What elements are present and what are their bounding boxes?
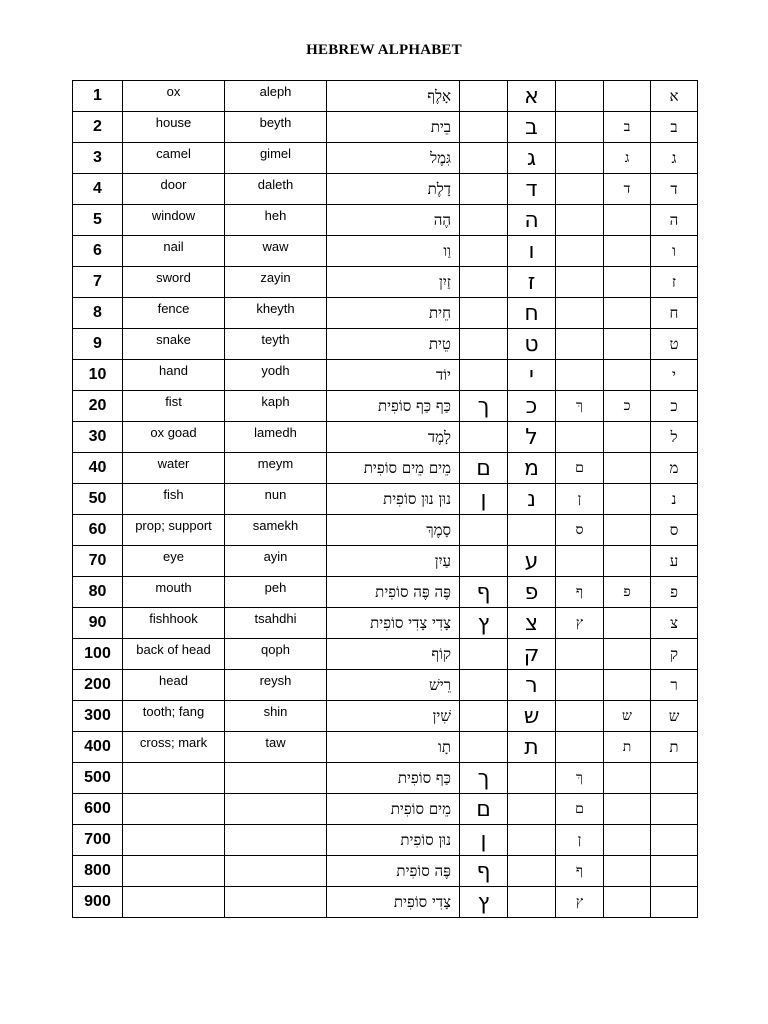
- cursive-letter-cell: [604, 267, 651, 298]
- cursive-final-cell: ץ: [556, 608, 604, 639]
- serif-letter-cell: ח: [651, 298, 698, 329]
- meaning-cell: ox goad: [123, 422, 225, 453]
- final-form-cell: [460, 329, 508, 360]
- number-cell: 100: [73, 639, 123, 670]
- serif-letter-cell: ש: [651, 701, 698, 732]
- meaning-cell: hand: [123, 360, 225, 391]
- table-row: [73, 887, 698, 918]
- meaning-cell: [123, 856, 225, 887]
- serif-letter-cell: ז: [651, 267, 698, 298]
- transliteration-cell: taw: [225, 732, 327, 763]
- meaning-cell: window: [123, 205, 225, 236]
- serif-letter-cell: [651, 794, 698, 825]
- final-form-cell: ן: [460, 825, 508, 856]
- transliteration-cell: reysh: [225, 670, 327, 701]
- number-cell: 60: [73, 515, 123, 546]
- final-form-cell: [460, 360, 508, 391]
- cursive-letter-cell: כ: [604, 391, 651, 422]
- cursive-final-cell: [556, 732, 604, 763]
- serif-letter-cell: י: [651, 360, 698, 391]
- final-form-cell: ץ: [460, 608, 508, 639]
- block-letter-cell: [508, 763, 556, 794]
- table-row: [73, 484, 698, 515]
- meaning-cell: fist: [123, 391, 225, 422]
- hebrew-name-cell: צָדִי צָדִי סוֹפִית: [327, 608, 460, 639]
- meaning-cell: house: [123, 112, 225, 143]
- cursive-final-cell: ן: [556, 484, 604, 515]
- table-row: [73, 236, 698, 267]
- serif-letter-cell: כ: [651, 391, 698, 422]
- meaning-cell: [123, 763, 225, 794]
- serif-letter-cell: [651, 763, 698, 794]
- transliteration-cell: aleph: [225, 81, 327, 112]
- number-cell: 9: [73, 329, 123, 360]
- cursive-final-cell: [556, 422, 604, 453]
- serif-letter-cell: ה: [651, 205, 698, 236]
- table-row: [73, 298, 698, 329]
- cursive-letter-cell: [604, 887, 651, 918]
- table-row: [73, 763, 698, 794]
- meaning-cell: mouth: [123, 577, 225, 608]
- meaning-cell: prop; support: [123, 515, 225, 546]
- hebrew-name-cell: קוֹף: [327, 639, 460, 670]
- final-form-cell: ן: [460, 484, 508, 515]
- block-letter-cell: ל: [508, 422, 556, 453]
- serif-letter-cell: ד: [651, 174, 698, 205]
- meaning-cell: head: [123, 670, 225, 701]
- cursive-letter-cell: [604, 236, 651, 267]
- table-row: [73, 732, 698, 763]
- number-cell: 90: [73, 608, 123, 639]
- block-letter-cell: ז: [508, 267, 556, 298]
- number-cell: 900: [73, 887, 123, 918]
- block-letter-cell: ו: [508, 236, 556, 267]
- block-letter-cell: א: [508, 81, 556, 112]
- block-letter-cell: ח: [508, 298, 556, 329]
- serif-letter-cell: ל: [651, 422, 698, 453]
- cursive-letter-cell: [604, 670, 651, 701]
- hebrew-name-cell: צָדִי סוֹפִית: [327, 887, 460, 918]
- transliteration-cell: samekh: [225, 515, 327, 546]
- block-letter-cell: ת: [508, 732, 556, 763]
- table-row: [73, 391, 698, 422]
- hebrew-name-cell: נוּן סוֹפִית: [327, 825, 460, 856]
- meaning-cell: cross; mark: [123, 732, 225, 763]
- number-cell: 500: [73, 763, 123, 794]
- meaning-cell: fish: [123, 484, 225, 515]
- cursive-letter-cell: ג: [604, 143, 651, 174]
- final-form-cell: [460, 670, 508, 701]
- cursive-final-cell: [556, 360, 604, 391]
- hebrew-name-cell: סָמֶךְ: [327, 515, 460, 546]
- hebrew-name-cell: מֵים סוֹפִית: [327, 794, 460, 825]
- final-form-cell: [460, 236, 508, 267]
- block-letter-cell: ש: [508, 701, 556, 732]
- final-form-cell: ף: [460, 856, 508, 887]
- cursive-letter-cell: [604, 856, 651, 887]
- cursive-final-cell: [556, 639, 604, 670]
- cursive-letter-cell: [604, 422, 651, 453]
- serif-letter-cell: ב: [651, 112, 698, 143]
- number-cell: 7: [73, 267, 123, 298]
- block-letter-cell: [508, 515, 556, 546]
- cursive-final-cell: [556, 546, 604, 577]
- final-form-cell: [460, 81, 508, 112]
- cursive-final-cell: ךּ: [556, 391, 604, 422]
- serif-letter-cell: [651, 856, 698, 887]
- number-cell: 30: [73, 422, 123, 453]
- meaning-cell: fishhook: [123, 608, 225, 639]
- cursive-final-cell: [556, 174, 604, 205]
- transliteration-cell: yodh: [225, 360, 327, 391]
- hebrew-name-cell: מֵים מֵים סוֹפִית: [327, 453, 460, 484]
- final-form-cell: ך: [460, 391, 508, 422]
- cursive-letter-cell: [604, 484, 651, 515]
- cursive-letter-cell: פ: [604, 577, 651, 608]
- cursive-final-cell: ם: [556, 794, 604, 825]
- block-letter-cell: ג: [508, 143, 556, 174]
- cursive-letter-cell: ב: [604, 112, 651, 143]
- transliteration-cell: ayin: [225, 546, 327, 577]
- number-cell: 300: [73, 701, 123, 732]
- serif-letter-cell: ס: [651, 515, 698, 546]
- final-form-cell: [460, 546, 508, 577]
- hebrew-name-cell: פֶּה פֶּה סוֹפִית: [327, 577, 460, 608]
- final-form-cell: [460, 732, 508, 763]
- cursive-final-cell: ף: [556, 577, 604, 608]
- number-cell: 50: [73, 484, 123, 515]
- cursive-final-cell: [556, 81, 604, 112]
- hebrew-name-cell: רֵישׁ: [327, 670, 460, 701]
- hebrew-name-cell: שִׁין: [327, 701, 460, 732]
- cursive-letter-cell: [604, 515, 651, 546]
- serif-letter-cell: ג: [651, 143, 698, 174]
- cursive-final-cell: [556, 205, 604, 236]
- hebrew-name-cell: גִּמֶל: [327, 143, 460, 174]
- number-cell: 40: [73, 453, 123, 484]
- serif-letter-cell: [651, 825, 698, 856]
- meaning-cell: [123, 825, 225, 856]
- hebrew-name-cell: יוֹד: [327, 360, 460, 391]
- hebrew-name-cell: טֵית: [327, 329, 460, 360]
- meaning-cell: water: [123, 453, 225, 484]
- meaning-cell: snake: [123, 329, 225, 360]
- cursive-letter-cell: [604, 360, 651, 391]
- cursive-letter-cell: [604, 205, 651, 236]
- serif-letter-cell: ק: [651, 639, 698, 670]
- number-cell: 800: [73, 856, 123, 887]
- transliteration-cell: [225, 763, 327, 794]
- cursive-letter-cell: ת: [604, 732, 651, 763]
- final-form-cell: [460, 143, 508, 174]
- transliteration-cell: peh: [225, 577, 327, 608]
- transliteration-cell: kaph: [225, 391, 327, 422]
- serif-letter-cell: [651, 887, 698, 918]
- table-row: [73, 267, 698, 298]
- table-row: [73, 608, 698, 639]
- number-cell: 4: [73, 174, 123, 205]
- number-cell: 1: [73, 81, 123, 112]
- meaning-cell: door: [123, 174, 225, 205]
- table-row: [73, 639, 698, 670]
- serif-letter-cell: צ: [651, 608, 698, 639]
- cursive-final-cell: ף: [556, 856, 604, 887]
- hebrew-name-cell: לָמֶד: [327, 422, 460, 453]
- hebrew-name-cell: פֶּה סוֹפִית: [327, 856, 460, 887]
- serif-letter-cell: ר: [651, 670, 698, 701]
- table-row: [73, 577, 698, 608]
- table-row: [73, 329, 698, 360]
- cursive-letter-cell: [604, 763, 651, 794]
- block-letter-cell: ט: [508, 329, 556, 360]
- table-row: [73, 422, 698, 453]
- block-letter-cell: צ: [508, 608, 556, 639]
- meaning-cell: back of head: [123, 639, 225, 670]
- hebrew-name-cell: כַּף כַּף סוֹפִית: [327, 391, 460, 422]
- serif-letter-cell: ט: [651, 329, 698, 360]
- transliteration-cell: [225, 794, 327, 825]
- transliteration-cell: nun: [225, 484, 327, 515]
- final-form-cell: [460, 701, 508, 732]
- cursive-final-cell: ךּ: [556, 763, 604, 794]
- cursive-letter-cell: [604, 298, 651, 329]
- table-row: [73, 81, 698, 112]
- cursive-final-cell: [556, 329, 604, 360]
- serif-letter-cell: ו: [651, 236, 698, 267]
- page-title: HEBREW ALPHABET: [306, 42, 462, 58]
- cursive-letter-cell: [604, 546, 651, 577]
- cursive-letter-cell: ש: [604, 701, 651, 732]
- hebrew-name-cell: זַיִן: [327, 267, 460, 298]
- serif-letter-cell: ע: [651, 546, 698, 577]
- transliteration-cell: meym: [225, 453, 327, 484]
- serif-letter-cell: נ: [651, 484, 698, 515]
- hebrew-name-cell: וַו: [327, 236, 460, 267]
- number-cell: 700: [73, 825, 123, 856]
- cursive-final-cell: ן: [556, 825, 604, 856]
- final-form-cell: ץ: [460, 887, 508, 918]
- block-letter-cell: נ: [508, 484, 556, 515]
- hebrew-name-cell: הֶה: [327, 205, 460, 236]
- meaning-cell: tooth; fang: [123, 701, 225, 732]
- number-cell: 10: [73, 360, 123, 391]
- transliteration-cell: lamedh: [225, 422, 327, 453]
- hebrew-name-cell: עַיִן: [327, 546, 460, 577]
- number-cell: 70: [73, 546, 123, 577]
- meaning-cell: camel: [123, 143, 225, 174]
- cursive-final-cell: [556, 701, 604, 732]
- cursive-letter-cell: [604, 81, 651, 112]
- transliteration-cell: shin: [225, 701, 327, 732]
- table-row: [73, 794, 698, 825]
- meaning-cell: eye: [123, 546, 225, 577]
- final-form-cell: [460, 422, 508, 453]
- table-row: [73, 143, 698, 174]
- final-form-cell: ך: [460, 763, 508, 794]
- table-row: [73, 360, 698, 391]
- transliteration-cell: daleth: [225, 174, 327, 205]
- cursive-letter-cell: ד: [604, 174, 651, 205]
- cursive-final-cell: [556, 267, 604, 298]
- number-cell: 2: [73, 112, 123, 143]
- cursive-letter-cell: [604, 329, 651, 360]
- final-form-cell: [460, 205, 508, 236]
- transliteration-cell: [225, 887, 327, 918]
- block-letter-cell: פ: [508, 577, 556, 608]
- final-form-cell: [460, 639, 508, 670]
- block-letter-cell: [508, 856, 556, 887]
- cursive-final-cell: [556, 670, 604, 701]
- serif-letter-cell: פ: [651, 577, 698, 608]
- block-letter-cell: ד: [508, 174, 556, 205]
- meaning-cell: nail: [123, 236, 225, 267]
- transliteration-cell: beyth: [225, 112, 327, 143]
- number-cell: 200: [73, 670, 123, 701]
- transliteration-cell: zayin: [225, 267, 327, 298]
- table-row: [73, 825, 698, 856]
- cursive-final-cell: [556, 236, 604, 267]
- cursive-letter-cell: [604, 794, 651, 825]
- cursive-final-cell: [556, 143, 604, 174]
- block-letter-cell: י: [508, 360, 556, 391]
- table-row: [73, 670, 698, 701]
- block-letter-cell: מ: [508, 453, 556, 484]
- number-cell: 6: [73, 236, 123, 267]
- block-letter-cell: ר: [508, 670, 556, 701]
- final-form-cell: [460, 515, 508, 546]
- cursive-final-cell: ץ: [556, 887, 604, 918]
- hebrew-name-cell: בֵית: [327, 112, 460, 143]
- table-row: [73, 453, 698, 484]
- meaning-cell: [123, 794, 225, 825]
- cursive-final-cell: ם: [556, 453, 604, 484]
- block-letter-cell: ע: [508, 546, 556, 577]
- table-row: [73, 112, 698, 143]
- table-row: [73, 205, 698, 236]
- table-row: [73, 546, 698, 577]
- hebrew-name-cell: חֵית: [327, 298, 460, 329]
- table-row: [73, 856, 698, 887]
- number-cell: 5: [73, 205, 123, 236]
- meaning-cell: [123, 887, 225, 918]
- cursive-letter-cell: [604, 639, 651, 670]
- hebrew-name-cell: נוּן נוּן סוֹפִית: [327, 484, 460, 515]
- table-row: [73, 515, 698, 546]
- cursive-letter-cell: [604, 825, 651, 856]
- transliteration-cell: tsahdhi: [225, 608, 327, 639]
- cursive-final-cell: [556, 112, 604, 143]
- meaning-cell: ox: [123, 81, 225, 112]
- final-form-cell: [460, 298, 508, 329]
- hebrew-name-cell: תָו: [327, 732, 460, 763]
- transliteration-cell: waw: [225, 236, 327, 267]
- final-form-cell: [460, 174, 508, 205]
- cursive-final-cell: [556, 298, 604, 329]
- serif-letter-cell: ת: [651, 732, 698, 763]
- serif-letter-cell: א: [651, 81, 698, 112]
- transliteration-cell: [225, 856, 327, 887]
- transliteration-cell: gimel: [225, 143, 327, 174]
- transliteration-cell: kheyth: [225, 298, 327, 329]
- final-form-cell: ף: [460, 577, 508, 608]
- final-form-cell: [460, 112, 508, 143]
- number-cell: 3: [73, 143, 123, 174]
- hebrew-alphabet-table: [72, 80, 698, 918]
- block-letter-cell: כ: [508, 391, 556, 422]
- hebrew-name-cell: כַּף סוֹפִית: [327, 763, 460, 794]
- meaning-cell: sword: [123, 267, 225, 298]
- transliteration-cell: heh: [225, 205, 327, 236]
- transliteration-cell: teyth: [225, 329, 327, 360]
- hebrew-name-cell: אָלֶף: [327, 81, 460, 112]
- block-letter-cell: [508, 794, 556, 825]
- table-row: [73, 701, 698, 732]
- transliteration-cell: [225, 825, 327, 856]
- block-letter-cell: [508, 825, 556, 856]
- number-cell: 20: [73, 391, 123, 422]
- block-letter-cell: ק: [508, 639, 556, 670]
- transliteration-cell: qoph: [225, 639, 327, 670]
- meaning-cell: fence: [123, 298, 225, 329]
- number-cell: 600: [73, 794, 123, 825]
- cursive-letter-cell: [604, 453, 651, 484]
- hebrew-name-cell: דָלֶת: [327, 174, 460, 205]
- cursive-final-cell: ס: [556, 515, 604, 546]
- cursive-letter-cell: [604, 608, 651, 639]
- number-cell: 8: [73, 298, 123, 329]
- final-form-cell: [460, 267, 508, 298]
- serif-letter-cell: מ: [651, 453, 698, 484]
- number-cell: 400: [73, 732, 123, 763]
- block-letter-cell: ב: [508, 112, 556, 143]
- final-form-cell: ם: [460, 794, 508, 825]
- final-form-cell: ם: [460, 453, 508, 484]
- table-row: [73, 174, 698, 205]
- block-letter-cell: [508, 887, 556, 918]
- number-cell: 80: [73, 577, 123, 608]
- block-letter-cell: ה: [508, 205, 556, 236]
